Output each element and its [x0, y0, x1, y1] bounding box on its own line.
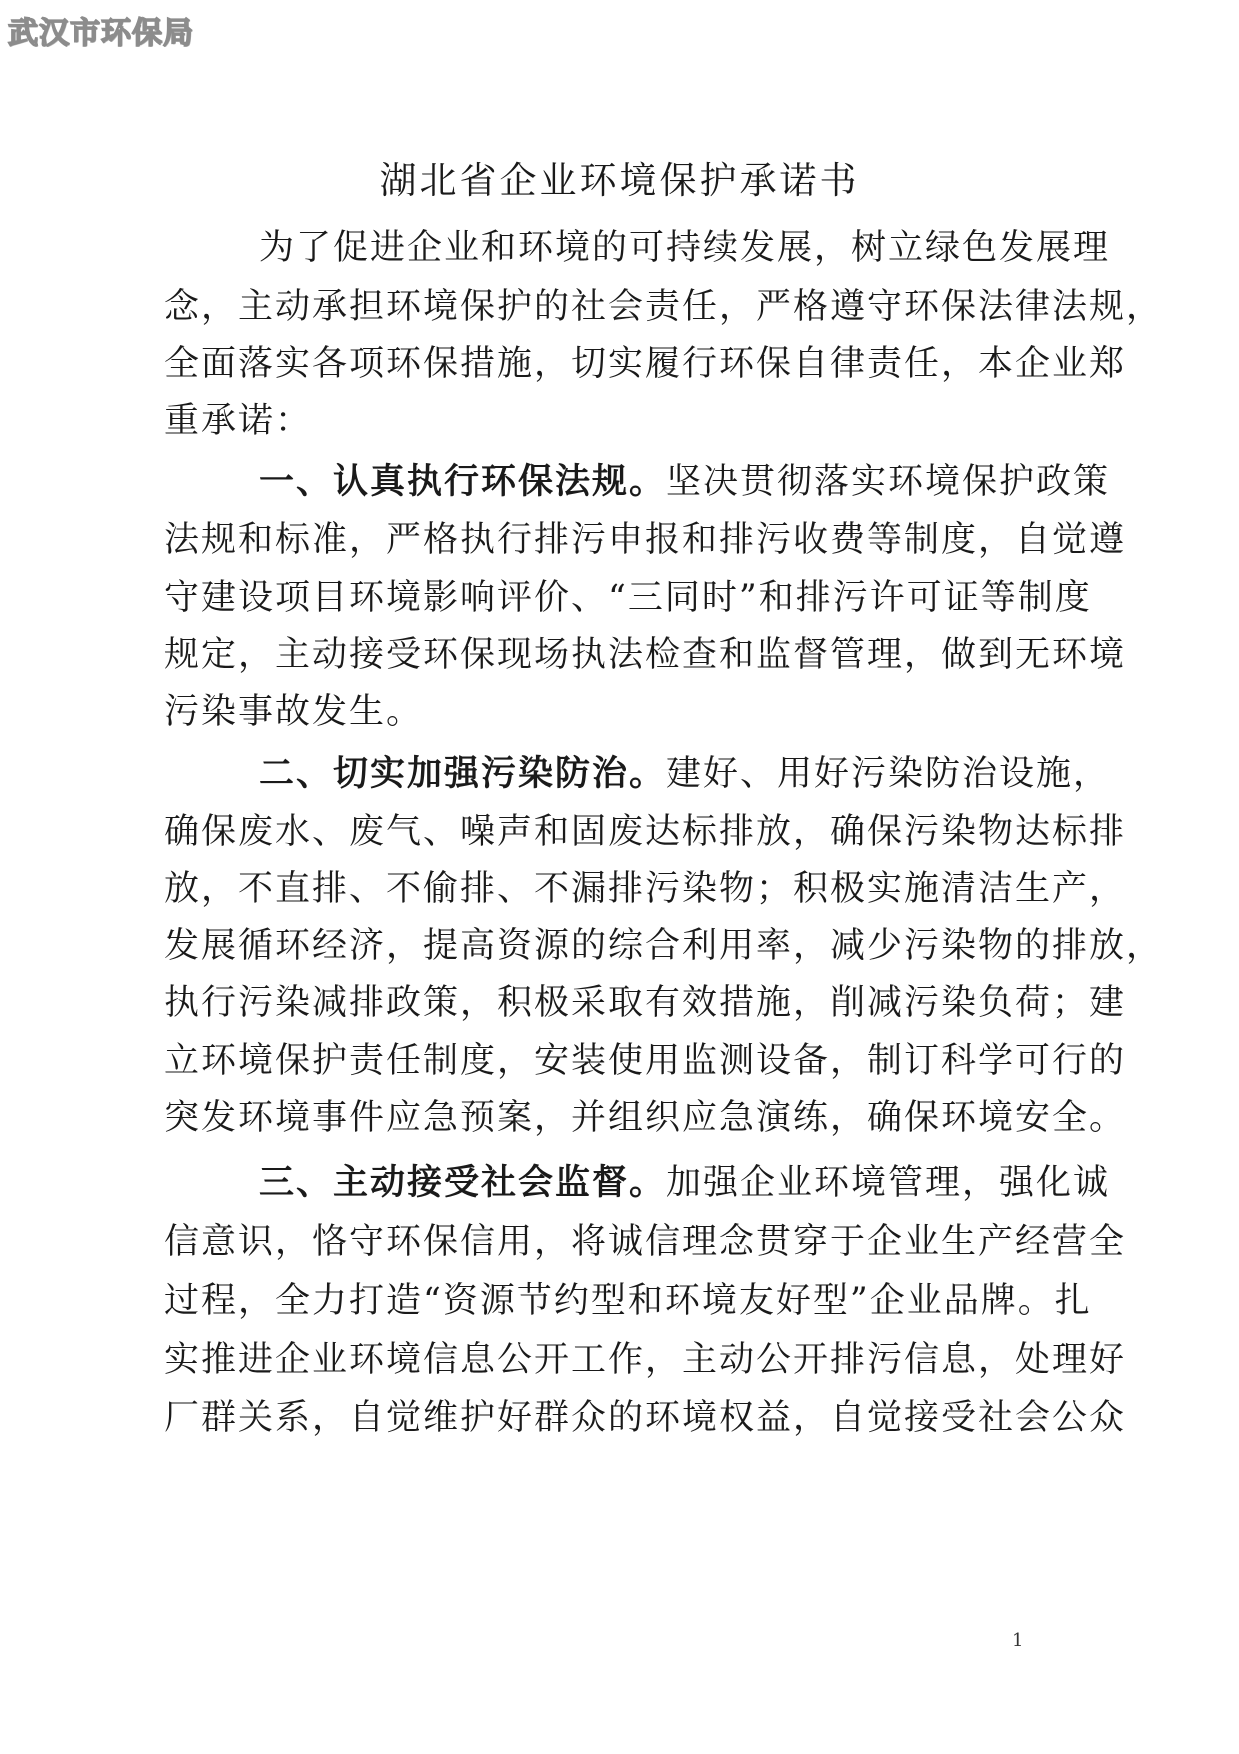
section2-line-6: 立环境保护责任制度，安装使用监测设备，制订科学可行的: [164, 1041, 1127, 1081]
section1-line-5: 污染事故发生。: [164, 692, 424, 732]
section1-heading: 一、认真执行环保法规。: [259, 461, 667, 502]
section1-first-line-text: 坚决贯彻落实环境保护政策: [666, 462, 1111, 502]
intro-line-3: 全面落实各项环保措施，切实履行环保自律责任，本企业郑: [164, 344, 1127, 384]
section2-first-line-text: 建好、用好污染防治设施，: [666, 754, 1111, 794]
section3-first-line: [259, 1162, 1111, 1203]
section1-first-line: [259, 461, 1111, 502]
section2-first-line: [259, 753, 1111, 794]
section1-line-4: 规定，主动接受环保现场执法检查和监督管理，做到无环境: [164, 635, 1127, 675]
watermark-logo-text: 武汉市环保局: [8, 16, 194, 51]
section2-line-5: 执行污染减排政策，积极采取有效措施，削减污染负荷；建: [164, 983, 1127, 1023]
section1-line-3: 守建设项目环境影响评价、“三同时”和排污许可证等制度: [164, 578, 1092, 618]
section2-line-7: 突发环境事件应急预案，并组织应急演练，确保环境安全。: [164, 1098, 1127, 1138]
section3-heading: 三、主动接受社会监督。: [259, 1162, 667, 1203]
section2-heading: 二、切实加强污染防治。: [259, 753, 667, 794]
intro-line-4: 重承诺：: [164, 401, 313, 441]
section3-line-2: 信意识，恪守环保信用，将诚信理念贯穿于企业生产经营全: [164, 1222, 1127, 1262]
section3-line-4: 实推进企业环境信息公开工作，主动公开排污信息，处理好: [164, 1340, 1127, 1380]
intro-line-2: 念，主动承担环境保护的社会责任，严格遵守环保法律法规，: [164, 287, 1164, 327]
section1-line-2: 法规和标准，严格执行排污申报和排污收费等制度，自觉遵: [164, 520, 1127, 560]
section2-line-4: 发展循环经济，提高资源的综合利用率，减少污染物的排放，: [164, 926, 1164, 966]
section3-first-line-text: 加强企业环境管理，强化诚: [666, 1163, 1111, 1203]
section3-line-3: 过程，全力打造“资源节约型和环境友好型”企业品牌。扎: [164, 1281, 1092, 1321]
document-title: 湖北省企业环境保护承诺书: [379, 159, 860, 202]
intro-line-1: 为了促进企业和环境的可持续发展，树立绿色发展理: [259, 228, 1111, 268]
section2-line-2: 确保废水、废气、噪声和固废达标排放，确保污染物达标排: [164, 812, 1127, 852]
section3-line-5: 厂群关系，自觉维护好群众的环境权益，自觉接受社会公众: [164, 1398, 1127, 1438]
section2-line-3: 放，不直排、不偷排、不漏排污染物；积极实施清洁生产，: [164, 869, 1127, 909]
page-number: 1: [1012, 1630, 1024, 1651]
